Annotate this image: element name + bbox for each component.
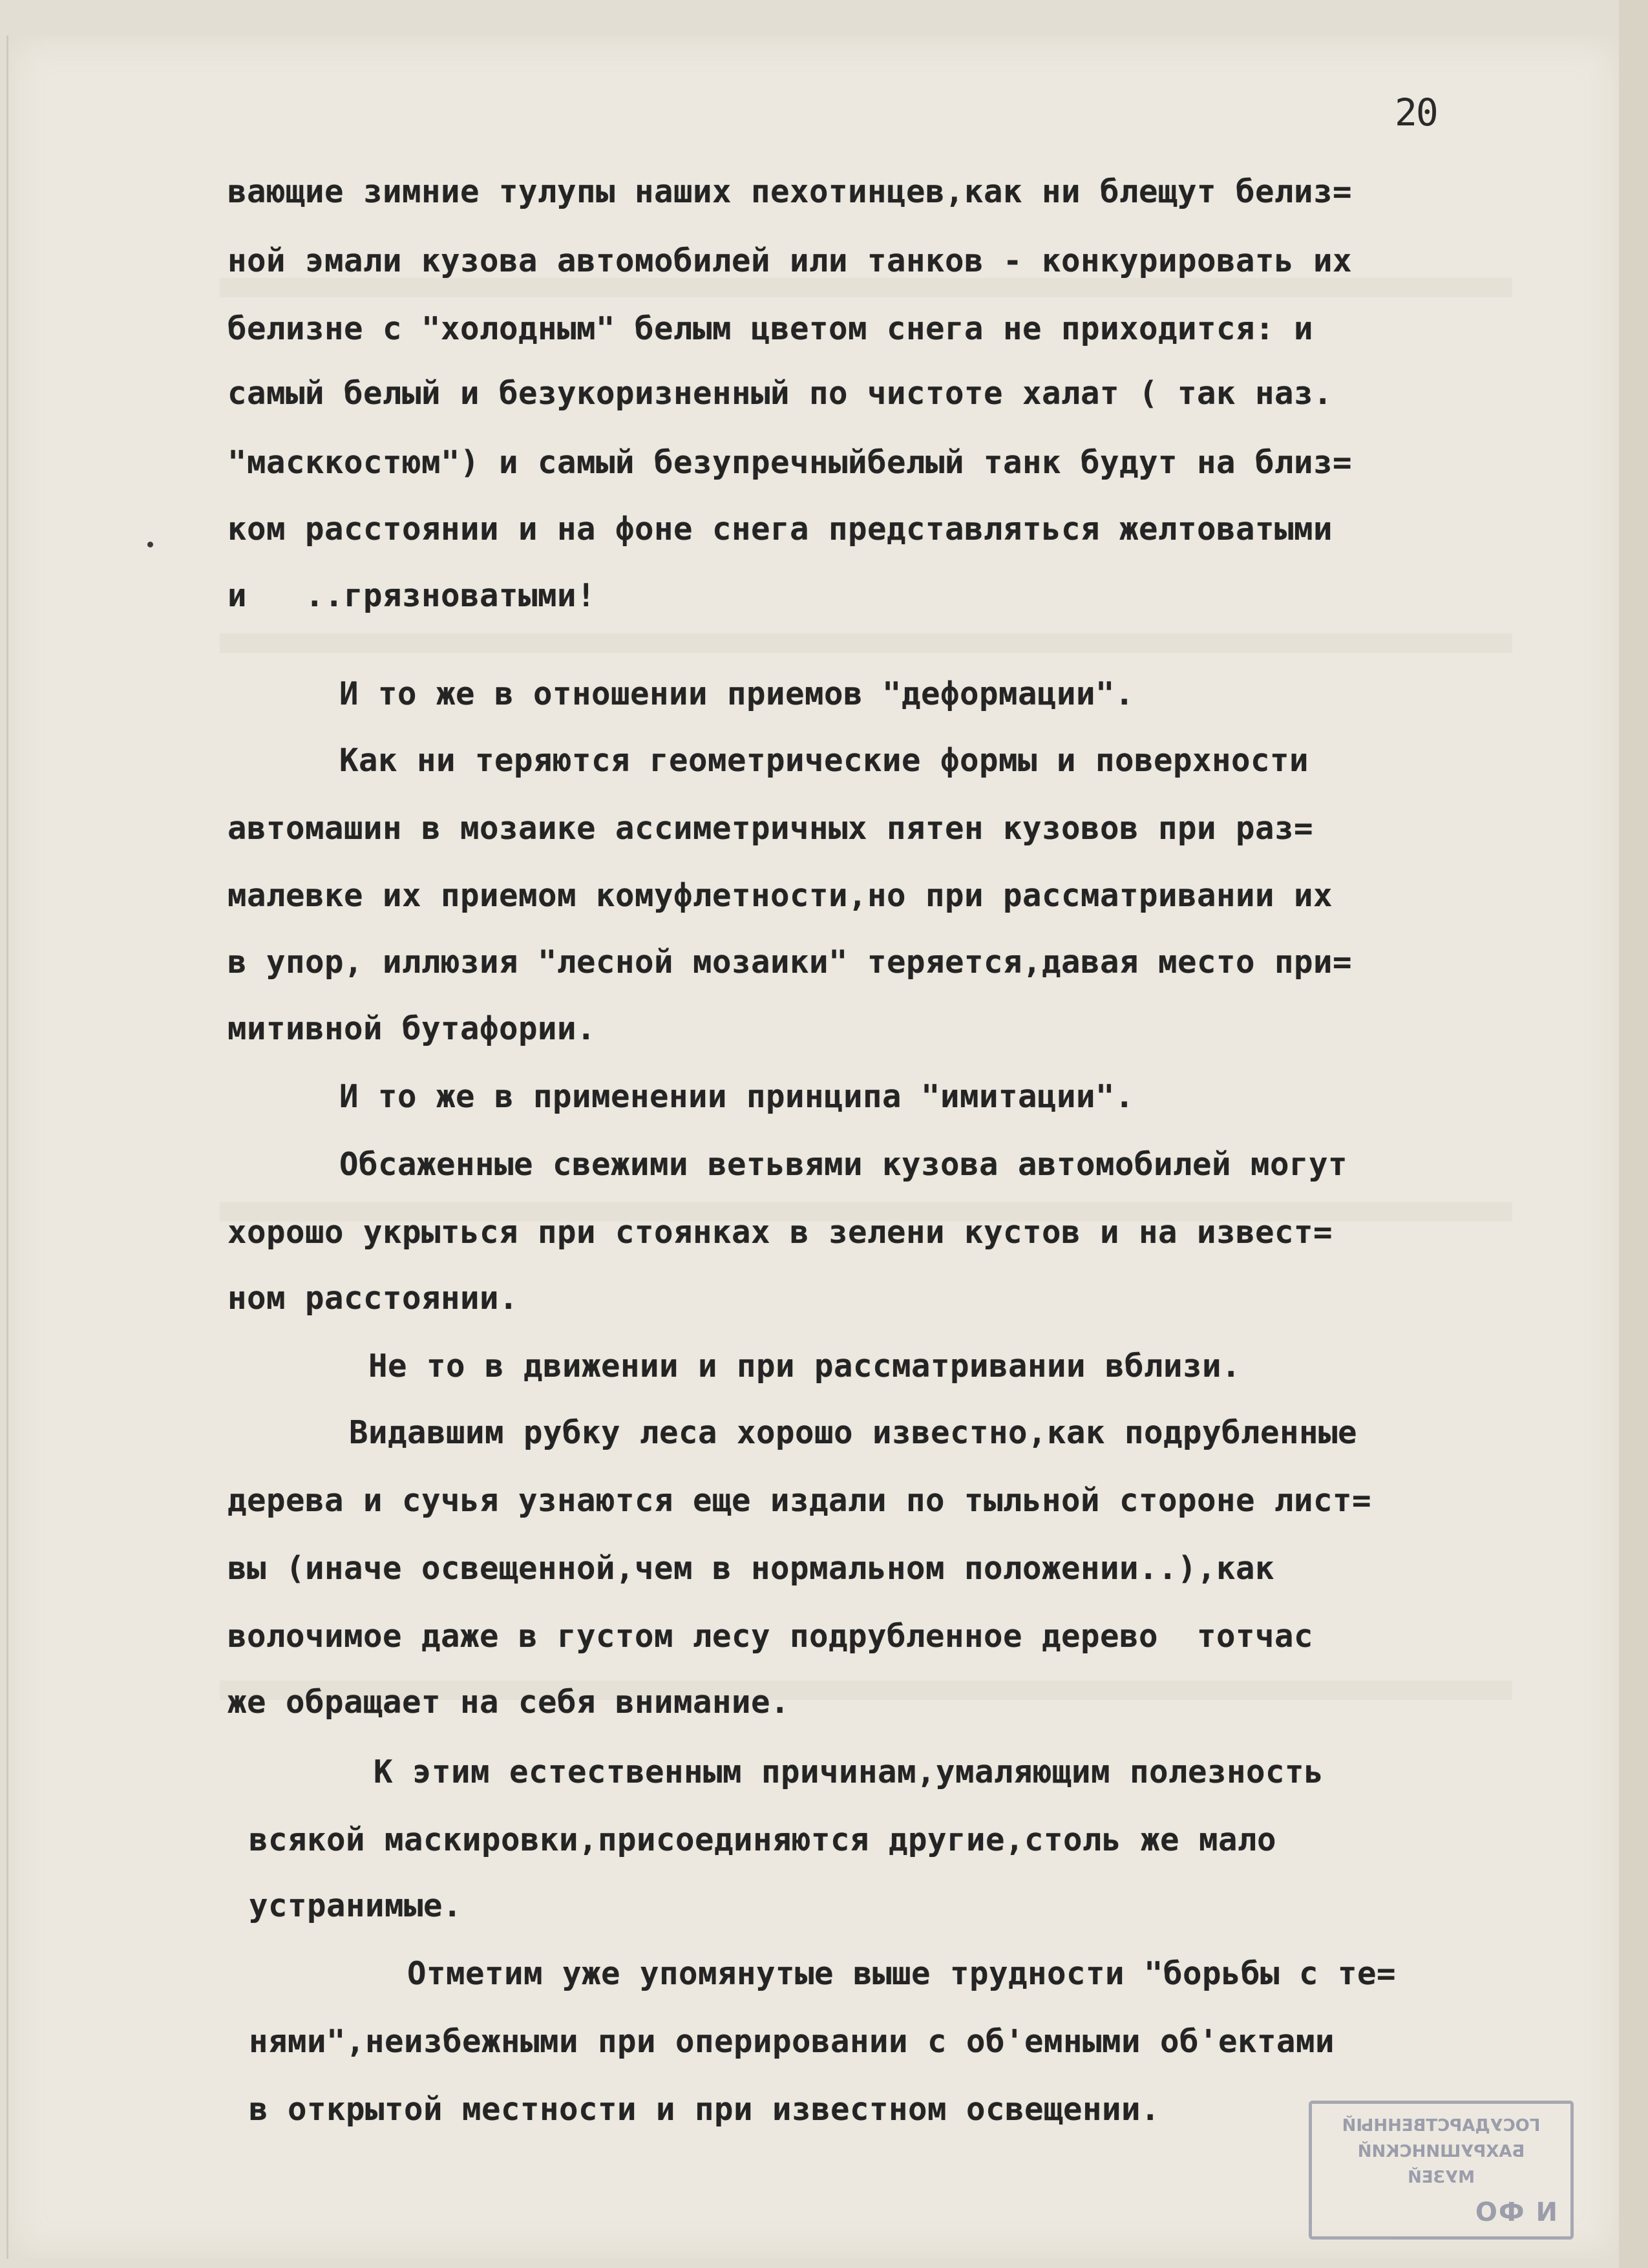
text-line: И то же в отношении приемов "деформации". [339,675,1135,712]
text-line: "масккостюм") и самый безупречныйбелый танк будут на близ= [227,444,1353,481]
text-line: вающие зимние тулупы наших пехотинцев,как ни блещут белиз= [227,173,1353,210]
text-line: и ..грязноватыми! [227,577,597,614]
text-line: дерева и сучья узнаются еще издали по тыльной стороне лист= [227,1482,1372,1519]
text-line: в открытой местности и при известном освещении. [249,2091,1161,2128]
text-line: митивной бутафории. [227,1010,597,1047]
text-line: ком расстоянии и на фоне снега представляться желтоватыми [227,511,1333,547]
page-number: 20 [1395,90,1437,134]
stamp-line-2: БАХРУШИНСКИЙ МУЗЕЙ [1357,2142,1525,2187]
text-line: волочимое даже в густом лесу подрубленное дерево тотчас [227,1618,1314,1655]
text-line: белизне с "холодным" белым цветом снега не приходится: и [227,310,1314,347]
text-line: Отметим уже упомянутые выше трудности "борьбы с те= [407,1955,1397,1992]
text-line: ном расстоянии. [227,1280,519,1317]
text-line: хорошо укрыться при стоянках в зелени кустов и на извест= [227,1214,1333,1251]
text-line: Видавшим рубку леса хорошо известно,как подрубленные [349,1414,1358,1451]
text-line: же обращает на себя внимание. [227,1684,790,1721]
stamp-code: ОФ И [1475,2198,1559,2227]
text-line: устранимые. [249,1887,463,1924]
text-line: малевке их приемом комуфлетности,но при рассматривании их [227,877,1333,914]
text-line: автомашин в мозаике ассиметричных пятен кузовов при раз= [227,810,1314,847]
stamp-line-1: ГОСУДАРСТВЕННЫЙ [1342,2116,1541,2136]
text-line: Как ни теряются геометрические формы и поверхности [339,742,1309,779]
text-line: Не то в движении и при рассматривании вблизи. [368,1348,1241,1384]
text-line: в упор, иллюзия "лесной мозаики" теряется,давая место при= [227,944,1353,980]
text-line: Обсаженные свежими ветьвями кузова автомобилей могут [339,1146,1348,1183]
text-line: К этим естественным причинам,умаляющим полезность [374,1754,1324,1790]
text-line: всякой маскировки,присоединяются другие,столь же мало [249,1821,1277,1858]
text-line: вы (иначе освещенной,чем в нормальном положении..),как [227,1550,1275,1587]
text-line: И то же в применении принципа "имитации". [339,1078,1135,1115]
text-line: ной эмали кузова автомобилей или танков - конкурировать их [227,242,1353,279]
ink-dot [147,542,153,547]
museum-stamp [1309,2101,1574,2240]
text-line: нями",неизбежными при оперировании с об'емными об'ектами [249,2023,1335,2060]
text-line: самый белый и безукоризненный по чистоте халат ( так наз. [227,375,1333,412]
